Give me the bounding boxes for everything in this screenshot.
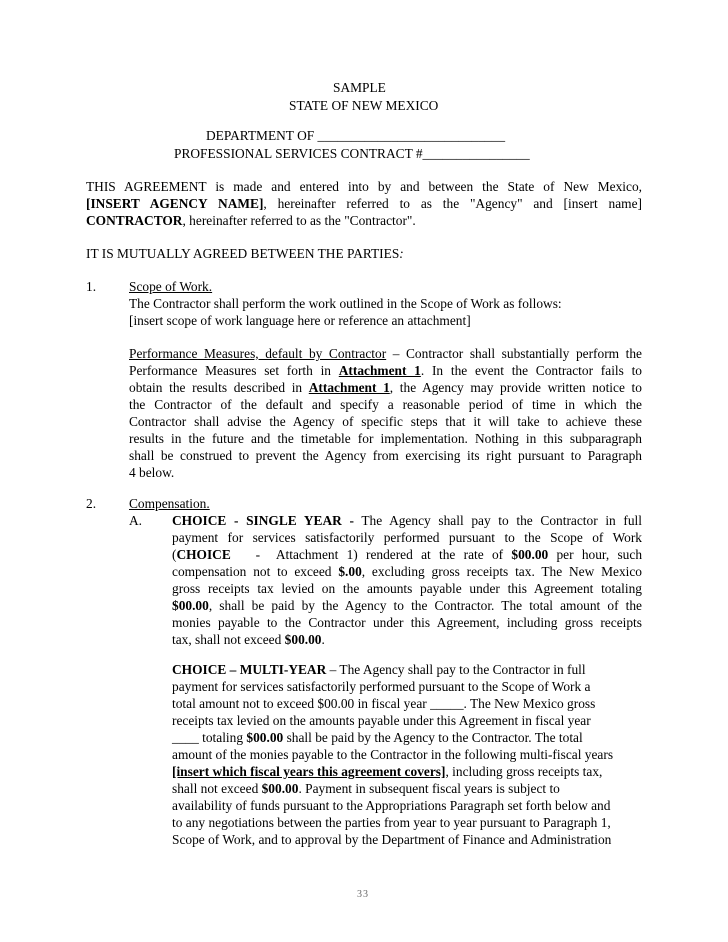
- single-line-8: [172, 631, 642, 648]
- single-line-8-text-a: tax, shall not exceed: [172, 632, 285, 647]
- section-2-number: 2.: [86, 496, 97, 511]
- page-number: 33: [357, 889, 369, 900]
- performance-measures-paragraph: [129, 345, 642, 481]
- multi-line-11: Scope of Work, and to approval by the Department of Finance and Administration: [172, 832, 612, 847]
- header-contract: PROFESSIONAL SERVICES CONTRACT #________________: [174, 146, 530, 161]
- mutual-agreement-text: IT IS MUTUALLY AGREED BETWEEN THE PARTIES: [86, 246, 400, 261]
- gross-receipts-total: $00.00: [172, 598, 209, 613]
- single-line-4-text-b: , excluding gross receipts tax. The New Mexico: [361, 564, 642, 579]
- perf-line-2: [129, 362, 642, 379]
- perf-line-3-text-a: obtain the results described in: [129, 380, 309, 395]
- intro-paragraph: [86, 178, 642, 229]
- choice-multi-year-paragraph: [172, 661, 642, 848]
- intro-line-2-text: , hereinafter referred to as the "Agency" and [insert name]: [263, 196, 642, 211]
- section-2-subsection-a: A.: [129, 513, 143, 528]
- single-line-6-text: , shall be paid by the Agency to the Contractor. The total amount of the: [208, 598, 642, 613]
- fiscal-years-placeholder: [insert which fiscal years this agreement covers]: [172, 764, 446, 779]
- perf-line-2-text-a: Performance Measures set forth in: [129, 363, 339, 378]
- single-line-4: [172, 563, 642, 580]
- multi-total-amount: $00.00: [261, 781, 299, 796]
- single-total-amount: $00.00: [284, 632, 322, 647]
- single-line-2: payment for services satisfactorily performed pursuant to the Scope of Work: [172, 530, 642, 545]
- perf-line-1: [129, 345, 642, 362]
- multi-line-8: [172, 780, 642, 797]
- header-sample: SAMPLE: [333, 80, 386, 95]
- perf-line-5: Contractor shall advise the Agency of specific steps that it will take to achieve these: [129, 414, 642, 429]
- compensation-cap: $.00: [338, 564, 362, 579]
- perf-line-1-text: – Contractor shall substantially perform the: [386, 346, 642, 361]
- single-choice-label: CHOICE: [176, 547, 231, 562]
- perf-line-6: results in the future and the timetable for implementation. Nothing in this subparagraph: [129, 431, 642, 446]
- header-department: DEPARTMENT OF ____________________________: [206, 128, 506, 143]
- perf-line-4: the Contractor of the default and specify a reasonable period of time in which the: [129, 397, 642, 412]
- single-line-1-text: The Agency shall pay to the Contractor in full: [353, 513, 642, 528]
- multi-line-5-text-c: shall be paid by the Agency to the Contractor. The total: [283, 730, 583, 745]
- perf-line-3: [129, 379, 642, 396]
- attachment-1-ref: Attachment 1: [338, 363, 421, 378]
- multi-line-7-text: , including gross receipts tax,: [445, 764, 603, 779]
- intro-line-3: [86, 212, 642, 229]
- mutual-agreement: [86, 245, 404, 262]
- perf-line-8: 4 below.: [129, 465, 175, 480]
- perf-line-3-text-b: , the Agency may provide written notice to: [389, 380, 642, 395]
- mutual-agreement-colon: :: [399, 246, 404, 261]
- intro-line-1: THIS AGREEMENT is made and entered into by and between the State of New Mexico,: [86, 179, 642, 194]
- header-state: STATE OF NEW MEXICO: [289, 98, 439, 113]
- contractor-label: CONTRACTOR: [86, 213, 183, 228]
- section-1-number: 1.: [86, 279, 97, 294]
- attachment-1-ref-2: Attachment 1: [308, 380, 390, 395]
- multi-line-1-text: – The Agency shall pay to the Contractor in full: [326, 662, 586, 677]
- single-line-4-text-a: compensation not to exceed: [172, 564, 339, 579]
- single-line-7: monies payable to the Contractor under this Agreement, including gross receipts: [172, 615, 642, 630]
- performance-measures-title: Performance Measures, default by Contractor: [129, 346, 387, 361]
- multi-gross-receipts-total: $00.00: [246, 730, 284, 745]
- section-2-title: Compensation.: [129, 496, 210, 511]
- multi-line-10: to any negotiations between the parties from year to year pursuant to Paragraph 1,: [172, 815, 611, 830]
- multi-line-3: total amount not to exceed $00.00 in fiscal year _____. The New Mexico gross: [172, 696, 596, 711]
- perf-line-2-text-b: . In the event the Contractor fails to: [420, 363, 642, 378]
- hourly-rate: $00.00: [511, 547, 549, 562]
- perf-line-7: shall be construed to prevent the Agency from exercising its right pursuant to Paragraph: [129, 448, 642, 463]
- single-line-1: [172, 512, 642, 529]
- choice-multi-year-heading: CHOICE – MULTI-YEAR: [172, 662, 327, 677]
- single-line-3-text-b: - Attachment 1) rendered at the rate of: [230, 547, 512, 562]
- section-1-line-1: The Contractor shall perform the work outlined in the Scope of Work as follows:: [129, 296, 562, 311]
- single-line-6: [172, 597, 642, 614]
- multi-line-5: [172, 729, 642, 746]
- agency-name-placeholder: [INSERT AGENCY NAME]: [86, 196, 264, 211]
- section-1-line-2: [insert scope of work language here or reference an attachment]: [129, 313, 471, 328]
- single-line-3: [172, 546, 642, 563]
- multi-line-6: amount of the monies payable to the Contractor in the following multi-fiscal years: [172, 747, 614, 762]
- multi-line-5-text-a: ____ totaling: [172, 730, 247, 745]
- single-line-5: gross receipts tax levied on the amounts payable under this Agreement totaling: [172, 581, 642, 596]
- multi-line-8-text-a: shall not exceed: [172, 781, 262, 796]
- multi-line-8-text-c: . Payment in subsequent fiscal years is subject to: [298, 781, 560, 796]
- single-line-3-text-c: per hour, such: [548, 547, 642, 562]
- single-line-3-text-a: (: [172, 547, 177, 562]
- choice-single-year-paragraph: [172, 512, 642, 648]
- choice-single-year-heading: CHOICE - SINGLE YEAR -: [172, 513, 354, 528]
- intro-line-2: [86, 195, 642, 212]
- multi-line-4: receipts tax levied on the amounts payable under this Agreement in fiscal year: [172, 713, 591, 728]
- section-1-title: Scope of Work.: [129, 279, 213, 294]
- multi-line-9: availability of funds pursuant to the Appropriations Paragraph set forth below and: [172, 798, 611, 813]
- intro-line-3-text: , hereinafter referred to as the "Contractor".: [182, 213, 416, 228]
- single-line-8-text-c: .: [321, 632, 325, 647]
- multi-line-2: payment for services satisfactorily performed pursuant to the Scope of Work a: [172, 679, 591, 694]
- multi-line-1: [172, 661, 642, 678]
- multi-line-7: [172, 763, 642, 780]
